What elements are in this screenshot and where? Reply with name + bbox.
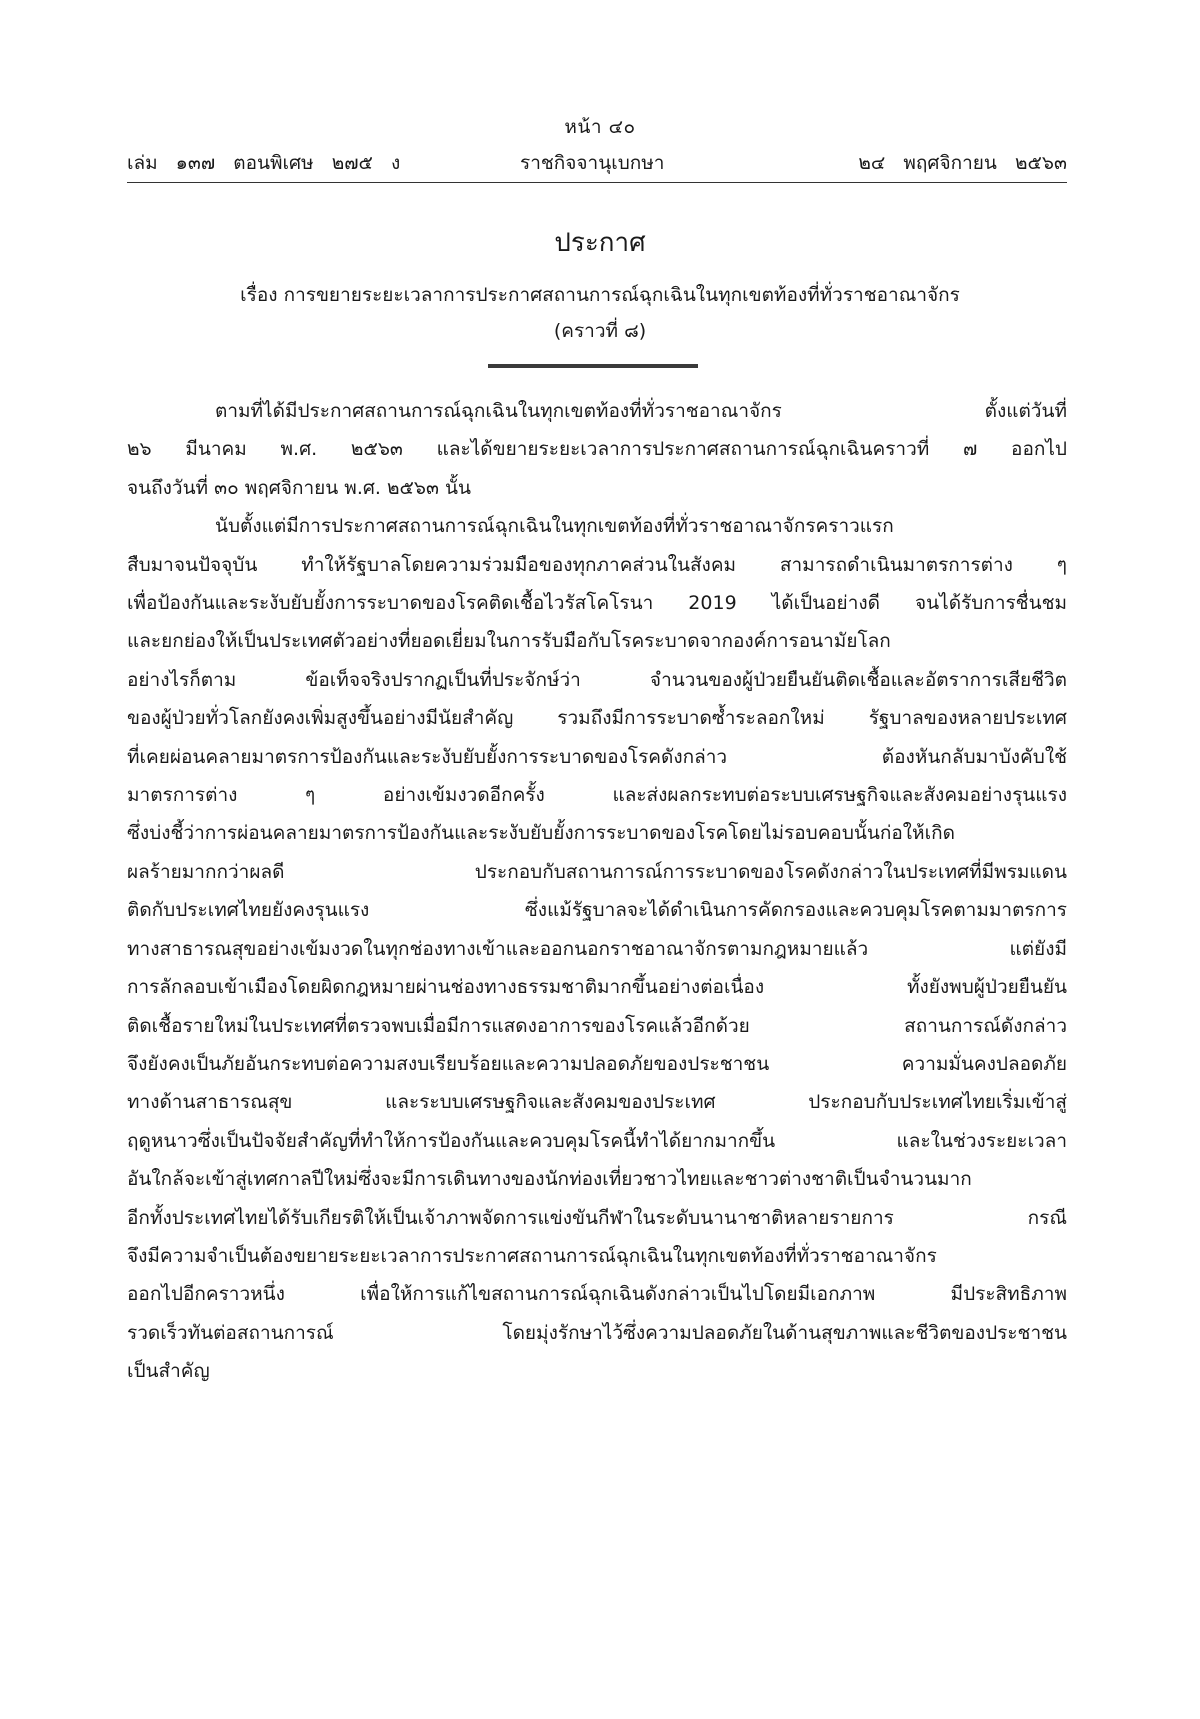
text-line: รวดเร็วทันต่อสถานการณ์ โดยมุ่งรักษาไว้ซึ่งความปลอดภัยในด้านสุขภาพและชีวิตของประชาชน <box>127 1321 1067 1344</box>
text-line: จนถึงวันที่ ๓๐ พฤศจิกายน พ.ศ. ๒๕๖๓ นั้น <box>127 476 471 499</box>
gazette-name: ราชกิจจานุเบกษา <box>520 152 665 174</box>
text-line: ออกไปอีกคราวหนึ่ง เพื่อให้การแก้ไขสถานการณ์ฉุกเฉินดังกล่าวเป็นไปโดยมีเอกภาพ มีประสิทธิภาพ <box>127 1283 1067 1306</box>
text-line: เป็นสำคัญ <box>127 1360 210 1383</box>
text-line: ทางสาธารณสุขอย่างเข้มงวดในทุกช่องทางเข้าและออกนอกราชอาณาจักรตามกฎหมายแล้ว แต่ยังมี <box>127 937 1067 960</box>
text-line: ที่เคยผ่อนคลายมาตรการป้องกันและระงับยับยั้งการระบาดของโรคดังกล่าว ต้องหันกลับมาบังคับใช้ <box>127 745 1067 768</box>
text-line: ติดกับประเทศไทยยังคงรุนแรง ซึ่งแม้รัฐบาลจะได้ดำเนินการคัดกรองและควบคุมโรคตามมาตรการ <box>127 899 1067 922</box>
text-line: การลักลอบเข้าเมืองโดยผิดกฎหมายผ่านช่องทางธรรมชาติมากขึ้นอย่างต่อเนื่อง ทั้งยังพบผู้ป่วยยืนยัน <box>127 976 1067 999</box>
text-line: ผลร้ายมากกว่าผลดี ประกอบกับสถานการณ์การระบาดของโรคดังกล่าวในประเทศที่มีพรมแดน <box>127 860 1067 883</box>
gazette-header <box>127 148 1067 178</box>
text-line: เพื่อป้องกันและระงับยับยั้งการระบาดของโรคติดเชื้อไวรัสโคโรนา 2019 ได้เป็นอย่างดี จนได้รับการชื่นชม <box>127 592 1067 615</box>
text-line: จึงมีความจำเป็นต้องขยายระยะเวลาการประกาศสถานการณ์ฉุกเฉินในทุกเขตท้องที่ทั่วราชอาณาจักร <box>127 1244 937 1267</box>
document-subject: เรื่อง การขยายระยะเวลาการประกาศสถานการณ์ฉุกเฉินในทุกเขตท้องที่ทั่วราชอาณาจักร <box>240 284 960 306</box>
document-issue: (คราวที่ ๘) <box>553 320 647 342</box>
header-divider <box>127 182 1067 183</box>
text-line: ซึ่งบ่งชี้ว่าการผ่อนคลายมาตรการป้องกันและระงับยับยั้งการระบาดของโรคโดยไม่รอบคอบนั้นก่อให้เกิด <box>127 822 955 845</box>
publication-date: ๒๔ พฤศจิกายน ๒๕๖๓ <box>858 152 1067 174</box>
text-line: ฤดูหนาวซึ่งเป็นปัจจัยสำคัญที่ทำให้การป้องกันและควบคุมโรคนี้ทำได้ยากมากขึ้น และในช่วงระยะเวลา <box>127 1129 1067 1152</box>
document-title: ประกาศ <box>554 228 646 258</box>
title-divider <box>488 364 698 368</box>
text-line: และยกย่องให้เป็นประเทศตัวอย่างที่ยอดเยี่ยมในการรับมือกับโรคระบาดจากองค์การอนามัยโลก <box>127 630 891 653</box>
text-line: ติดเชื้อรายใหม่ในประเทศที่ตรวจพบเมื่อมีการแสดงอาการของโรคแล้วอีกด้วย สถานการณ์ดังกล่าว <box>127 1014 1067 1037</box>
text-line: สืบมาจนปัจจุบัน ทำให้รัฐบาลโดยความร่วมมือของทุกภาคส่วนในสังคม สามารถดำเนินมาตรการต่าง ๆ <box>127 553 1067 576</box>
page-number: หน้า ๔๐ <box>564 116 636 138</box>
text-line: มาตรการต่าง ๆ อย่างเข้มงวดอีกครั้ง และส่งผลกระทบต่อระบบเศรษฐกิจและสังคมอย่างรุนแรง <box>127 784 1067 807</box>
text-line: ๒๖ มีนาคม พ.ศ. ๒๕๖๓ และได้ขยายระยะเวลาการประกาศสถานการณ์ฉุกเฉินคราวที่ ๗ ออกไป <box>127 438 1067 461</box>
paragraph-1 <box>127 392 1067 507</box>
text-line: อย่างไรก็ตาม ข้อเท็จจริงปรากฏเป็นที่ประจักษ์ว่า จำนวนของผู้ป่วยยืนยันติดเชื้อและอัตราการเสียชีวิต <box>127 668 1067 691</box>
text-line: ของผู้ป่วยทั่วโลกยังคงเพิ่มสูงขึ้นอย่างมีนัยสำคัญ รวมถึงมีการระบาดซ้ำระลอกใหม่ รัฐบาลของหลายประเทศ <box>127 707 1067 730</box>
volume-info: เล่ม ๑๓๗ ตอนพิเศษ ๒๗๕ ง <box>127 152 401 174</box>
text-line: จึงยังคงเป็นภัยอันกระทบต่อความสงบเรียบร้อยและความปลอดภัยของประชาชน ความมั่นคงปลอดภัย <box>127 1052 1067 1075</box>
text-line: อีกทั้งประเทศไทยได้รับเกียรติให้เป็นเจ้าภาพจัดการแข่งขันกีฬาในระดับนานาชาติหลายรายการ กรณี <box>127 1206 1067 1229</box>
text-line: นับตั้งแต่มีการประกาศสถานการณ์ฉุกเฉินในทุกเขตท้องที่ทั่วราชอาณาจักรคราวแรก <box>215 515 894 538</box>
paragraph-2 <box>127 507 1067 1390</box>
text-line: ตามที่ได้มีประกาศสถานการณ์ฉุกเฉินในทุกเขตท้องที่ทั่วราชอาณาจักร ตั้งแต่วันที่ <box>215 400 1067 422</box>
text-line: อันใกล้จะเข้าสู่เทศกาลปีใหม่ซึ่งจะมีการเดินทางของนักท่องเที่ยวชาวไทยและชาวต่างชาติเป็นจำนวนมาก <box>127 1168 972 1191</box>
document-body <box>127 392 1067 1391</box>
text-line: ทางด้านสาธารณสุข และระบบเศรษฐกิจและสังคมของประเทศ ประกอบกับประเทศไทยเริ่มเข้าสู่ <box>127 1091 1067 1114</box>
